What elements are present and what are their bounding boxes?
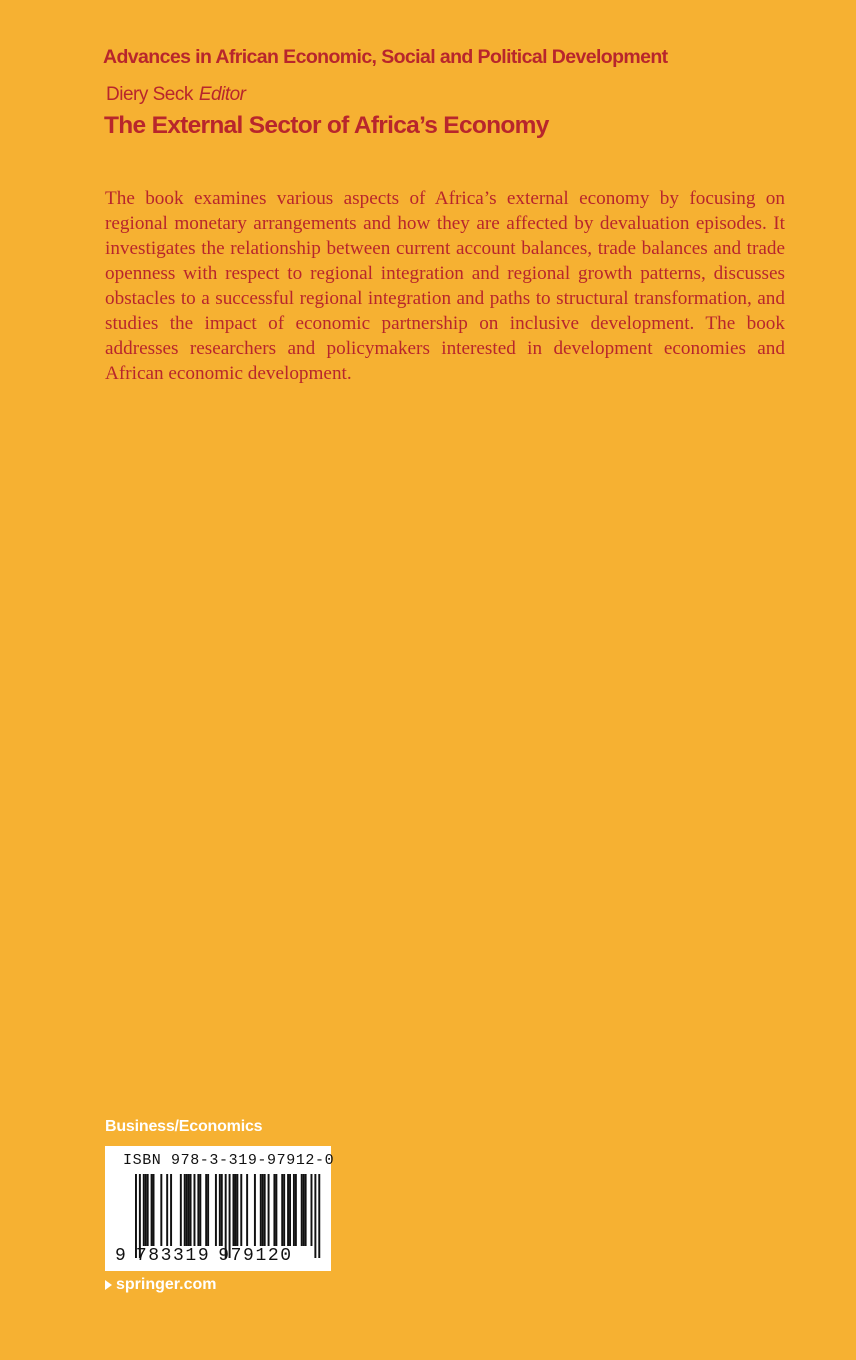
barcode-bar <box>188 1174 190 1246</box>
barcode-bar <box>233 1174 235 1246</box>
barcode-bar <box>318 1174 320 1258</box>
barcode-bar <box>289 1174 291 1246</box>
barcode-bar <box>246 1174 248 1246</box>
barcode-bar <box>262 1174 264 1246</box>
barcode-bar <box>205 1174 207 1246</box>
barcode-bar <box>219 1174 221 1246</box>
barcode-bar <box>268 1174 270 1246</box>
barcode-bar <box>311 1174 313 1246</box>
barcode-bar <box>199 1174 201 1246</box>
barcode-bar <box>221 1174 223 1246</box>
barcode-bar <box>180 1174 182 1246</box>
publisher-website-link[interactable] <box>105 1276 216 1294</box>
book-description: The book examines various aspects of Africa’s external economy by focusing on regional monetary arrangements and how they are affected by devaluation episodes. It investigates the relationship between current account balances, trade balances and trade openness with respect to regional integration and regional growth patterns, discusses obstacles to a successful regional integration and paths to structural transformation, and studies the impact of economic partnership on inclusive development. The book addresses researchers and policymakers interested in development economies and African economic development. <box>105 188 785 384</box>
subject-category: Business/Economics <box>105 1118 263 1135</box>
barcode-bar <box>160 1174 162 1246</box>
barcode-digit-group-left: 783319 <box>135 1246 211 1266</box>
editor-line <box>106 84 246 106</box>
barcode-bar <box>287 1174 289 1246</box>
barcode-bar <box>170 1174 172 1246</box>
barcode-bar <box>281 1174 283 1246</box>
barcode-bar <box>166 1174 168 1246</box>
barcode-bar <box>295 1174 297 1246</box>
barcode-digits <box>115 1246 293 1266</box>
barcode-bar <box>186 1174 188 1246</box>
barcode-bar <box>260 1174 262 1246</box>
barcode-bar <box>145 1174 147 1246</box>
barcode-bar <box>190 1174 192 1246</box>
book-title: The External Sector of Africa’s Economy <box>104 112 549 139</box>
barcode-bar <box>314 1174 316 1258</box>
barcode-bar <box>301 1174 303 1246</box>
barcode-box <box>105 1146 335 1271</box>
series-title: Advances in African Economic, Social and Political Development <box>103 46 668 68</box>
barcode-bar <box>151 1174 153 1246</box>
barcode-bar <box>234 1174 236 1246</box>
barcode-digit-first: 9 <box>115 1246 126 1266</box>
barcode-bar <box>184 1174 186 1246</box>
barcode-bar <box>143 1174 145 1246</box>
barcode-bar <box>194 1174 196 1246</box>
barcode-bar <box>275 1174 277 1246</box>
barcode-bar <box>264 1174 266 1246</box>
barcode-bar <box>147 1174 149 1246</box>
barcode-bar <box>240 1174 242 1246</box>
barcode-bar <box>207 1174 209 1246</box>
editor-name: Diery Seck <box>106 84 193 105</box>
publisher-link-text: springer.com <box>116 1276 217 1293</box>
barcode-bar <box>153 1174 155 1246</box>
barcode-bar <box>254 1174 256 1246</box>
barcode-bar <box>236 1174 238 1246</box>
barcode-digit-group-right: 979120 <box>218 1246 293 1266</box>
barcode-bar <box>283 1174 285 1246</box>
barcode-bar <box>273 1174 275 1246</box>
barcode-bar <box>293 1174 295 1246</box>
isbn-label: ISBN 978-3-319-97912-0 <box>123 1152 335 1169</box>
barcode-bar <box>303 1174 305 1246</box>
editor-role: Editor <box>198 84 246 105</box>
arrow-right-icon <box>105 1280 112 1290</box>
barcode-bar <box>215 1174 217 1246</box>
barcode-bar <box>305 1174 307 1246</box>
barcode-bar <box>197 1174 199 1246</box>
